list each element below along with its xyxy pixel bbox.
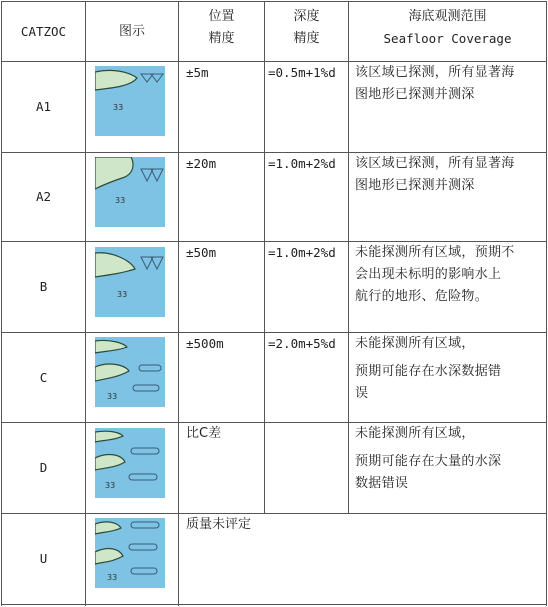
coverage-line: 该区域已探测，所有显著海 xyxy=(355,156,515,171)
coverage-line: 图地形已探测并测深 xyxy=(355,87,475,102)
coverage-line: 会出现未标明的影响水上 xyxy=(355,267,502,282)
column-divider xyxy=(85,1,86,606)
row-code: A1 xyxy=(35,99,52,114)
sounding-label: 33 xyxy=(113,103,124,112)
catzoc-u-map-image xyxy=(95,518,165,588)
header-catzoc-text: CATZOC xyxy=(20,23,67,39)
column-divider xyxy=(348,1,349,514)
row-depth: =1.0m+2%d xyxy=(268,156,336,171)
header-seafloor-coverage xyxy=(349,6,546,50)
table-border xyxy=(1,604,547,605)
row-position: ±50m xyxy=(186,245,217,260)
coverage-line: 预期可能存在大量的水深 xyxy=(355,454,502,469)
header-coverage-line2: Seafloor Coverage xyxy=(383,31,512,46)
header-coverage-line1: 海底观测范围 xyxy=(408,9,487,24)
row-coverage xyxy=(355,153,545,197)
coverage-line: 未能探测所有区域，预期不 xyxy=(355,245,515,260)
coverage-line: 航行的地形、危险物。 xyxy=(355,289,489,304)
row-position: ±5m xyxy=(186,65,209,80)
header-position-line2: 精度 xyxy=(208,31,235,46)
catzoc-a1-map-image xyxy=(95,66,165,136)
row-position: ±20m xyxy=(186,156,217,171)
row-coverage xyxy=(355,423,545,495)
header-depth-line1: 深度 xyxy=(293,9,320,24)
header-position-line1: 位置 xyxy=(208,9,235,24)
row-position: ±500m xyxy=(186,336,224,351)
row-depth: =0.5m+1%d xyxy=(268,65,336,80)
row-coverage xyxy=(355,62,545,106)
catzoc-d-map-image xyxy=(95,428,165,498)
coverage-line: 该区域已探测，所有显著海 xyxy=(355,65,515,80)
sounding-label: 33 xyxy=(115,196,126,205)
header-illustration-text: 图示 xyxy=(118,23,145,39)
column-divider xyxy=(264,1,265,514)
sounding-label: 33 xyxy=(107,392,118,401)
row-merged-accuracy: 比C差 xyxy=(186,426,222,441)
row-code: U xyxy=(39,551,48,566)
row-coverage xyxy=(355,333,545,405)
column-divider xyxy=(178,1,179,606)
row-code: A2 xyxy=(35,189,52,204)
catzoc-c-map-image xyxy=(95,337,165,407)
row-code: D xyxy=(39,460,48,475)
row-coverage xyxy=(355,242,545,308)
coverage-line: 数据错误 xyxy=(355,476,409,491)
sounding-label: 33 xyxy=(105,481,116,490)
coverage-line: 未能探测所有区域， xyxy=(355,426,475,441)
row-code: C xyxy=(39,369,48,385)
header-position-accuracy xyxy=(179,6,264,50)
sounding-label: 33 xyxy=(117,290,128,299)
row-code: B xyxy=(39,279,48,294)
coverage-line: 未能探测所有区域， xyxy=(355,336,475,351)
row-merged-accuracy: 质量未评定 xyxy=(186,517,252,532)
catzoc-a2-map-image xyxy=(95,157,165,227)
sounding-label: 33 xyxy=(107,573,118,582)
header-depth-line2: 精度 xyxy=(293,31,320,46)
row-depth: =2.0m+5%d xyxy=(268,336,336,351)
row-depth: =1.0m+2%d xyxy=(268,245,336,260)
coverage-line: 图地形已探测并测深 xyxy=(355,178,475,193)
table-border xyxy=(546,1,547,606)
header-depth-accuracy xyxy=(265,6,348,50)
header-catzoc xyxy=(2,2,85,61)
coverage-line: 误 xyxy=(355,386,369,401)
coverage-line: 预期可能存在水深数据错 xyxy=(355,364,502,379)
header-illustration xyxy=(86,2,178,61)
catzoc-b-map-image xyxy=(95,247,165,317)
